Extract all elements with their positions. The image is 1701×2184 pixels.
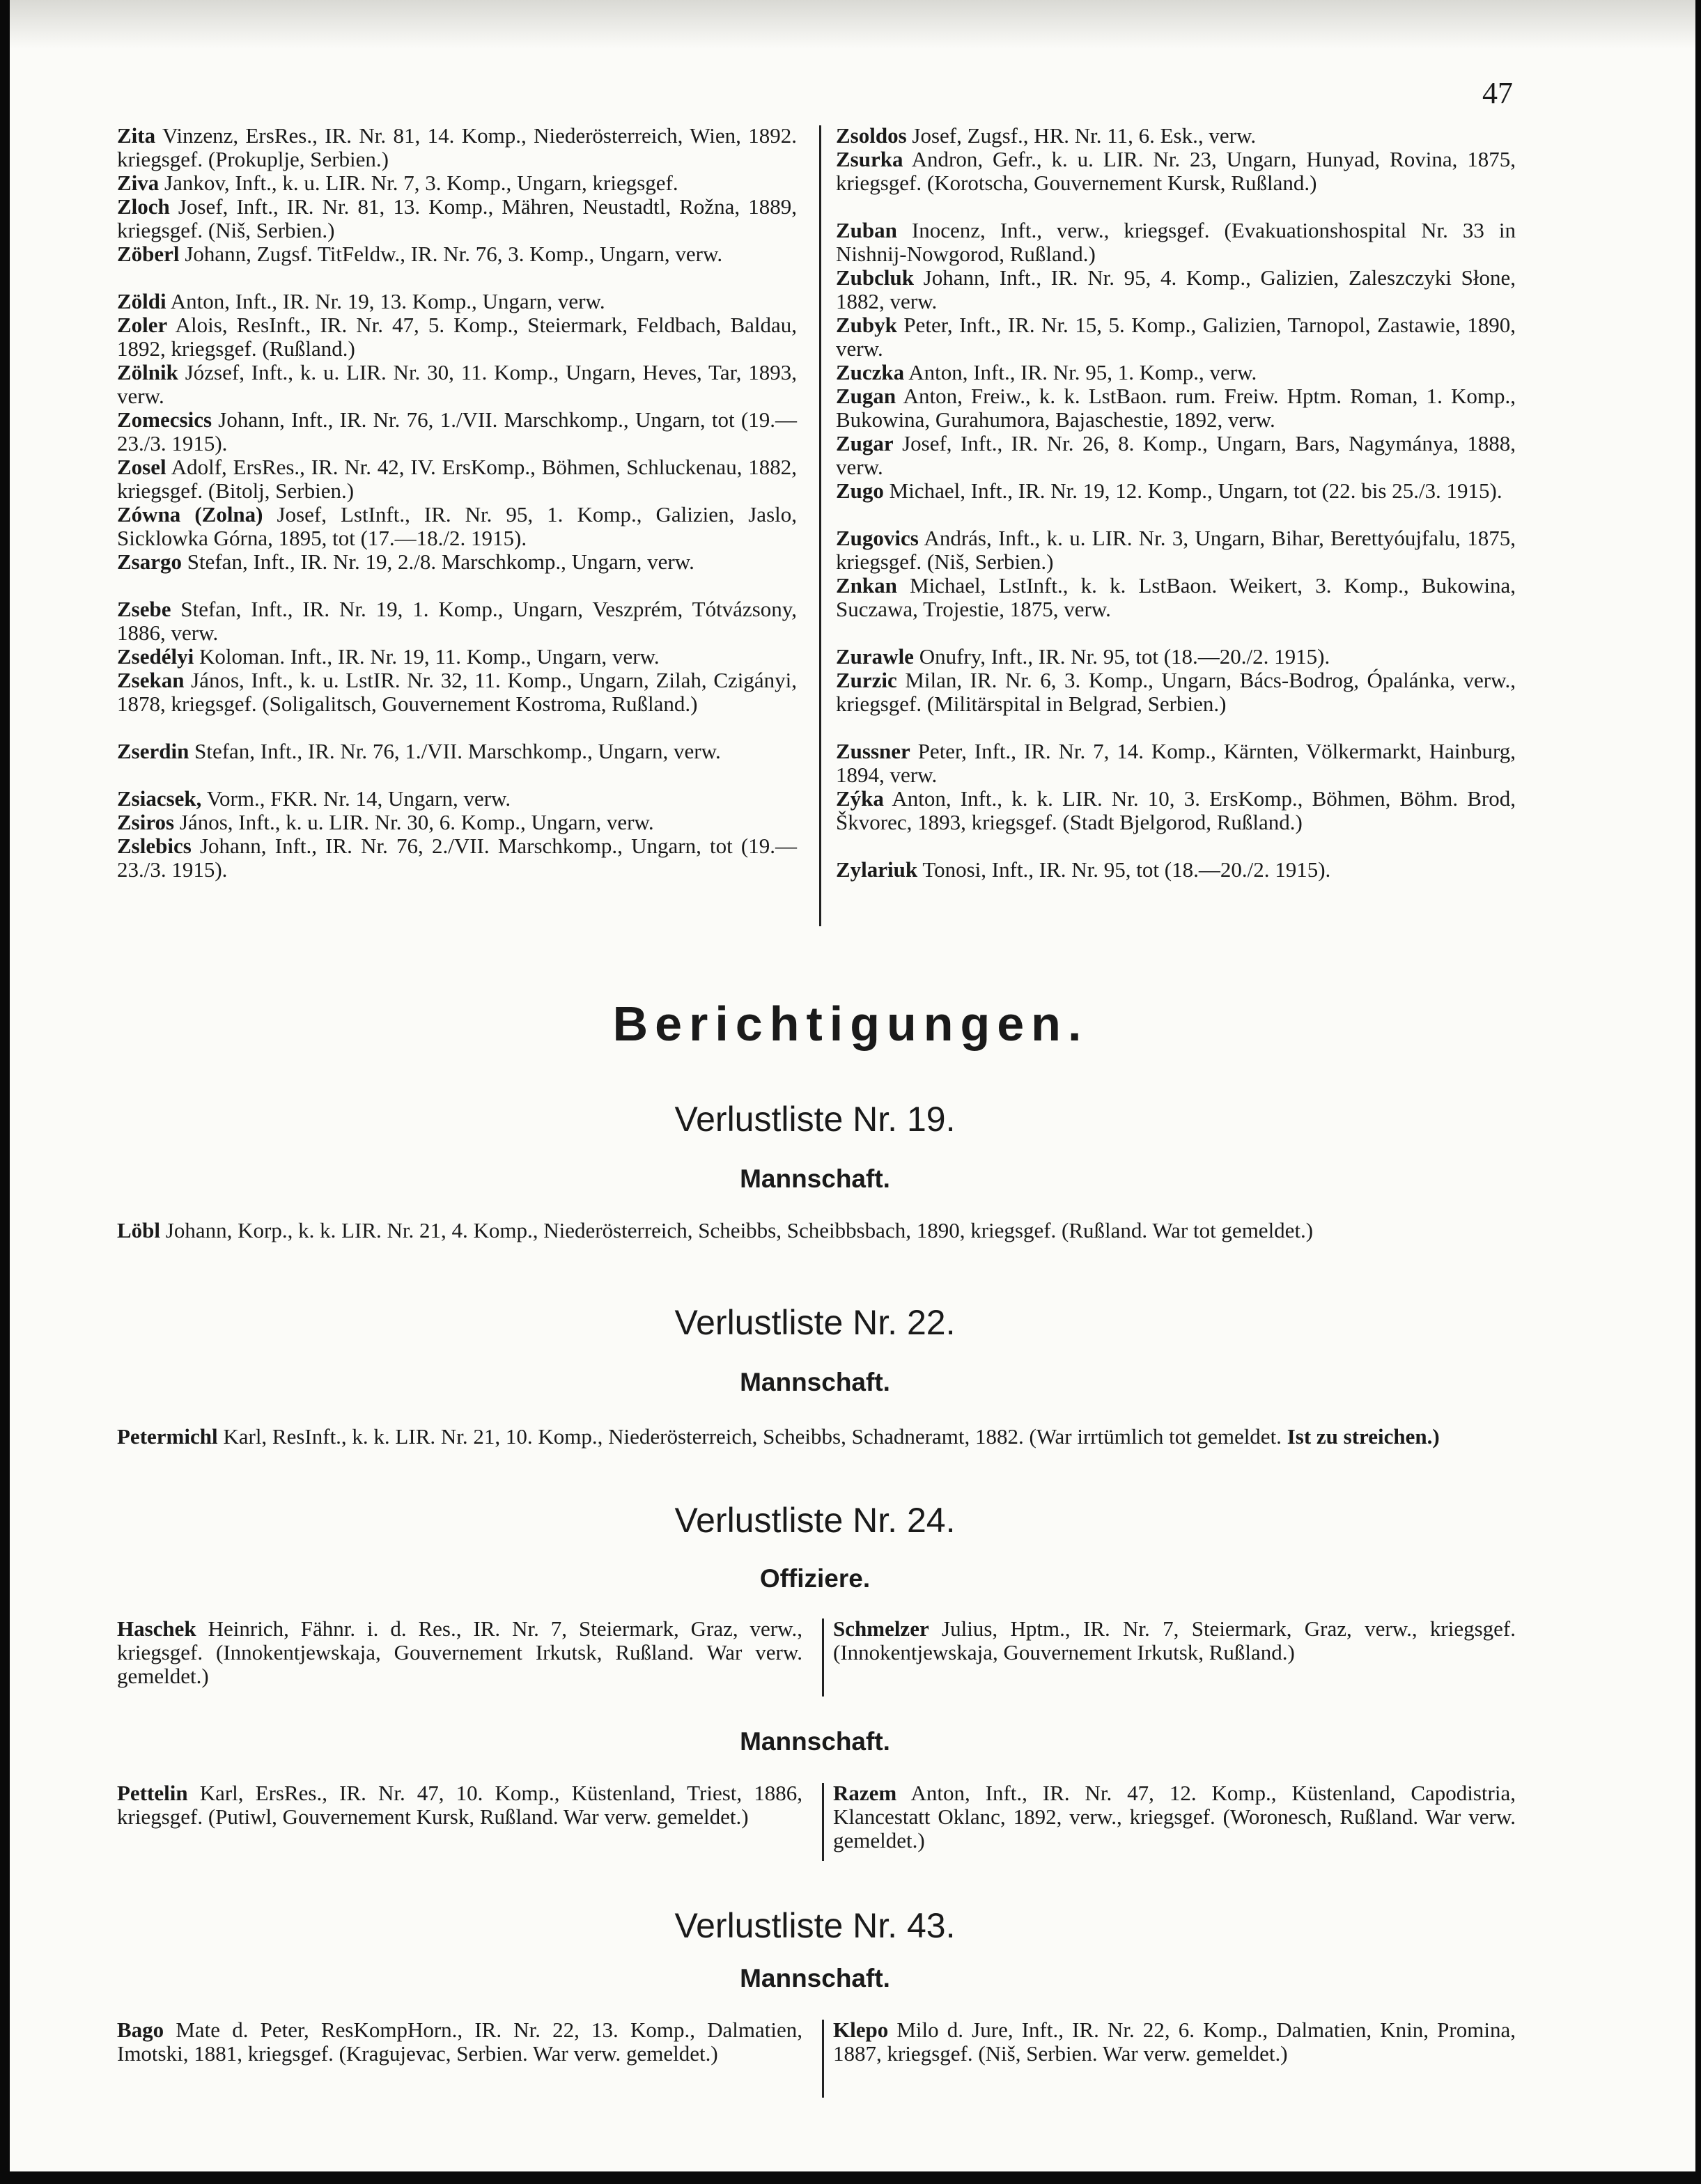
entry-name: Zserdin bbox=[117, 739, 189, 763]
scan-top-shading bbox=[0, 0, 1701, 49]
section-subtitle: Mannschaft. bbox=[740, 1727, 890, 1756]
list-item bbox=[836, 124, 1516, 148]
entry-text: Inocenz, Inft., verw., kriegsgef. (Evakuationshospital Nr. 33 in Nishnij-Nowgorod, Rußland.) bbox=[836, 218, 1516, 266]
entry-text: Milo d. Jure, Inft., IR. Nr. 22, 6. Komp., Dalmatien, Knin, Promina, 1887, kriegsgef. (Niš, Serbien. War verw. gemeldet.) bbox=[833, 2018, 1516, 2066]
entry-text: Michael, Inft., IR. Nr. 19, 12. Komp., Ungarn, tot (22. bis 25./3. 1915). bbox=[883, 478, 1502, 503]
entry-text: József, Inft., k. u. LIR. Nr. 30, 11. Komp., Ungarn, Heves, Tar, 1893, verw. bbox=[117, 360, 797, 408]
entry-text: Michael, LstInft., k. k. LstBaon. Weikert, 3. Komp., Bukowina, Suczawa, Trojestie, 1875, verw. bbox=[836, 573, 1516, 621]
entry-name: Zubyk bbox=[836, 313, 897, 337]
list-item bbox=[117, 669, 797, 716]
entry-text: Josef, Zugsf., HR. Nr. 11, 6. Esk., verw. bbox=[906, 123, 1257, 148]
list-item bbox=[833, 2018, 1516, 2066]
list-item bbox=[836, 787, 1516, 834]
entry-name: Znkan bbox=[836, 573, 897, 598]
list-item bbox=[117, 313, 797, 361]
list-item bbox=[836, 266, 1516, 313]
list-item bbox=[117, 787, 797, 811]
entry-text: Jankov, Inft., k. u. LIR. Nr. 7, 3. Komp., Ungarn, kriegsgef. bbox=[159, 171, 678, 195]
entry-name: Zsiros bbox=[117, 810, 175, 834]
entry-name: Schmelzer bbox=[833, 1616, 929, 1641]
entry-text: Julius, Hptm., IR. Nr. 7, Steiermark, Graz, verw., kriegsgef. (Innokentjewskaja, Gouvernement Irkutsk, Rußland.) bbox=[833, 1616, 1516, 1664]
entry-name: Zsiacsek, bbox=[117, 786, 202, 811]
entry-name: Zsargo bbox=[117, 549, 182, 574]
list-item bbox=[836, 361, 1516, 384]
entry-text: Mate d. Peter, ResKompHorn., IR. Nr. 22, 13. Komp., Dalmatien, Imotski, 1881, kriegsgef. (Kragujevac, Serbien. War verw. gemeldet.) bbox=[117, 2018, 802, 2066]
list-item bbox=[117, 503, 797, 550]
list-item bbox=[117, 1617, 802, 1688]
list-item bbox=[117, 598, 797, 645]
list-item bbox=[117, 834, 797, 882]
entry-name: Zylariuk bbox=[836, 857, 918, 882]
entry-name: Zówna (Zolna) bbox=[117, 502, 263, 526]
entry-name: Zurzic bbox=[836, 668, 897, 692]
entry-name: Petermichl bbox=[117, 1424, 218, 1449]
list-item bbox=[117, 171, 797, 195]
entry-text: Karl, ErsRes., IR. Nr. 47, 10. Komp., Küstenland, Triest, 1886, kriegsgef. (Putiwl, Gouvernement Kursk, Rußland. War verw. gemeldet.) bbox=[117, 1781, 802, 1829]
entry-name: Zubcluk bbox=[836, 265, 915, 290]
entry-text: Anton, Inft., k. k. LIR. Nr. 10, 3. ErsKomp., Böhmen, Böhm. Brod, Škvorec, 1893, kriegsgef. (Stadt Bjelgorod, Rußland.) bbox=[836, 786, 1516, 834]
list-item bbox=[836, 669, 1516, 716]
entry-text: Stefan, Inft., IR. Nr. 19, 1. Komp., Ungarn, Veszprém, Tótvázsony, 1886, verw. bbox=[117, 597, 797, 645]
list-item bbox=[836, 858, 1516, 882]
list-item bbox=[117, 361, 797, 408]
strike-note: Ist zu streichen.) bbox=[1287, 1424, 1440, 1449]
entry-name: Zugar bbox=[836, 431, 894, 455]
section-title-list-43: Verlustliste Nr. 43. bbox=[674, 1906, 956, 1945]
list-item bbox=[117, 290, 797, 313]
entry-name: Löbl bbox=[117, 1218, 161, 1242]
entry-text: Koloman. Inft., IR. Nr. 19, 11. Komp., Ungarn, verw. bbox=[194, 644, 660, 669]
entry-name: Ziva bbox=[117, 171, 160, 195]
entry-name: Zsebe bbox=[117, 597, 171, 621]
entry-name: Zloch bbox=[117, 194, 170, 219]
entry-text: Onufry, Inft., IR. Nr. 95, tot (18.—20./2. 1915). bbox=[913, 644, 1330, 669]
entry-name: Zosel bbox=[117, 455, 166, 479]
entry-name: Zita bbox=[117, 123, 156, 148]
entry-text: Peter, Inft., IR. Nr. 15, 5. Komp., Galizien, Tarnopol, Zastawie, 1890, verw. bbox=[836, 313, 1516, 361]
entry-name: Zussner bbox=[836, 739, 910, 763]
list-item bbox=[117, 811, 797, 834]
list-item bbox=[117, 740, 797, 763]
section-title-list-24: Verlustliste Nr. 24. bbox=[674, 1501, 956, 1540]
entry-text: Vorm., FKR. Nr. 14, Ungarn, verw. bbox=[201, 786, 511, 811]
list-item bbox=[836, 384, 1516, 432]
entry-text: Andron, Gefr., k. u. LIR. Nr. 23, Ungarn, Hunyad, Rovina, 1875, kriegsgef. (Korotscha, Gouvernement Kursk, Rußland.) bbox=[836, 147, 1516, 195]
corrections-heading: Berichtigungen. bbox=[612, 997, 1089, 1051]
entry-text: Josef, LstInft., IR. Nr. 95, 1. Komp., Galizien, Jaslo, Sicklowka Górna, 1895, tot (17.—18./2. 1915). bbox=[117, 502, 797, 550]
list-item bbox=[836, 219, 1516, 266]
page-number: 47 bbox=[1482, 76, 1513, 110]
entry-text: Josef, Inft., IR. Nr. 81, 13. Komp., Mähren, Neustadtl, Rožna, 1889, kriegsgef. (Niš, Serbien.) bbox=[117, 194, 797, 242]
column-divider bbox=[822, 2020, 824, 2098]
entry-name: Zsedélyi bbox=[117, 644, 194, 669]
list-item bbox=[117, 1425, 1516, 1449]
list-item bbox=[117, 1781, 802, 1829]
entry-text: Adolf, ErsRes., IR. Nr. 42, IV. ErsKomp., Böhmen, Schluckenau, 1882, kriegsgef. (Bitolj, Serbien.) bbox=[117, 455, 797, 503]
entry-text: Johann, Inft., IR. Nr. 95, 4. Komp., Galizien, Zaleszczyki Słone, 1882, verw. bbox=[836, 265, 1516, 313]
list-item bbox=[117, 242, 797, 266]
entry-name: Zomecsics bbox=[117, 407, 212, 432]
entry-name: Zugo bbox=[836, 478, 884, 503]
list-item bbox=[836, 432, 1516, 479]
list-item bbox=[836, 526, 1516, 574]
entry-text: Johann, Korp., k. k. LIR. Nr. 21, 4. Komp., Niederösterreich, Scheibbs, Scheibbsbach, 1890, kriegsgef. (Rußland. War tot gemeldet.) bbox=[160, 1218, 1314, 1242]
column-divider bbox=[819, 125, 821, 926]
entry-text: Stefan, Inft., IR. Nr. 19, 2./8. Marschkomp., Ungarn, verw. bbox=[182, 549, 694, 574]
entry-text: Anton, Freiw., k. k. LstBaon. rum. Freiw. Hptm. Roman, 1. Komp., Bukowina, Gurahumora, Bajaschestie, 1892, verw. bbox=[836, 384, 1516, 432]
entry-text: Johann, Zugsf. TitFeldw., IR. Nr. 76, 3. Komp., Ungarn, verw. bbox=[179, 242, 723, 266]
entry-name: Zsekan bbox=[117, 668, 185, 692]
list-item bbox=[836, 645, 1516, 669]
list-item bbox=[117, 2018, 802, 2066]
entry-text: Johann, Inft., IR. Nr. 76, 1./VII. Marschkomp., Ungarn, tot (19.—23./3. 1915). bbox=[117, 407, 797, 455]
list-item bbox=[117, 1219, 1516, 1242]
list-item bbox=[117, 124, 797, 171]
list-item bbox=[836, 740, 1516, 787]
section-title-list-19: Verlustliste Nr. 19. bbox=[674, 1100, 956, 1139]
list-item bbox=[836, 574, 1516, 621]
section-subtitle: Mannschaft. bbox=[740, 1368, 890, 1396]
list-item bbox=[117, 645, 797, 669]
entry-name: Zugovics bbox=[836, 526, 919, 550]
entry-name: Zsoldos bbox=[836, 123, 907, 148]
entry-name: Pettelin bbox=[117, 1781, 188, 1805]
entry-text: Stefan, Inft., IR. Nr. 76, 1./VII. Marschkomp., Ungarn, verw. bbox=[189, 739, 721, 763]
entry-name: Zsurka bbox=[836, 147, 903, 171]
column-divider bbox=[822, 1618, 824, 1696]
entry-text: Alois, ResInft., IR. Nr. 47, 5. Komp., Steiermark, Feldbach, Baldau, 1892, kriegsgef. (Rußland.) bbox=[117, 313, 797, 361]
entry-name: Zöldi bbox=[117, 289, 166, 313]
list-item bbox=[833, 1617, 1516, 1664]
entry-name: Zöberl bbox=[117, 242, 180, 266]
list-item bbox=[836, 313, 1516, 361]
entry-name: Zuczka bbox=[836, 360, 905, 384]
entry-text: Heinrich, Fähnr. i. d. Res., IR. Nr. 7, Steiermark, Graz, verw., kriegsgef. (Innokentjewskaja, Gouvernement Irkutsk, Rußland. War verw. gemeldet.) bbox=[117, 1616, 802, 1688]
list-item bbox=[117, 195, 797, 242]
entry-name: Zýka bbox=[836, 786, 884, 811]
list-item bbox=[836, 148, 1516, 195]
entry-name: Klepo bbox=[833, 2018, 889, 2042]
section-subtitle-officers: Offiziere. bbox=[759, 1564, 871, 1593]
list-item bbox=[836, 479, 1516, 503]
section-title-list-22: Verlustliste Nr. 22. bbox=[674, 1303, 956, 1342]
entry-text: András, Inft., k. u. LIR. Nr. 3, Ungarn, Bihar, Berettyóujfalu, 1875, kriegsgef. (Niš, Serbien.) bbox=[836, 526, 1516, 574]
entry-name: Razem bbox=[833, 1781, 897, 1805]
entry-name: Zugan bbox=[836, 384, 896, 408]
section-subtitle: Mannschaft. bbox=[740, 1964, 890, 1992]
entry-text: János, Inft., k. u. LstIR. Nr. 32, 11. Komp., Ungarn, Zilah, Czigányi, 1878, kriegsgef. (Soligalitsch, Gouvernement Kostroma, Rußland.) bbox=[117, 668, 797, 716]
entry-text: Anton, Inft., IR. Nr. 47, 12. Komp., Küstenland, Capodistria, Klancestatt Oklanc, 1892, verw., kriegsgef. (Woronesch, Rußland. War verw. gemeldet.) bbox=[833, 1781, 1516, 1852]
entry-text: János, Inft., k. u. LIR. Nr. 30, 6. Komp., Ungarn, verw. bbox=[174, 810, 654, 834]
entry-name: Zoler bbox=[117, 313, 168, 337]
entry-name: Bago bbox=[117, 2018, 164, 2042]
entry-name: Zuban bbox=[836, 218, 897, 242]
entry-name: Zölnik bbox=[117, 360, 178, 384]
column-divider bbox=[822, 1783, 824, 1861]
list-item bbox=[117, 408, 797, 455]
entry-name: Haschek bbox=[117, 1616, 196, 1641]
entry-name: Zurawle bbox=[836, 644, 914, 669]
entry-text: Anton, Inft., IR. Nr. 95, 1. Komp., verw. bbox=[904, 360, 1257, 384]
entry-text: Josef, Inft., IR. Nr. 26, 8. Komp., Ungarn, Bars, Nagymánya, 1888, verw. bbox=[836, 431, 1516, 479]
entry-text: Karl, ResInft., k. k. LIR. Nr. 21, 10. Komp., Niederösterreich, Scheibbs, Schadneramt, 1882. (War irrtümlich tot gemeldet. bbox=[217, 1424, 1287, 1449]
entry-text: Peter, Inft., IR. Nr. 7, 14. Komp., Kärnten, Völkermarkt, Hainburg, 1894, verw. bbox=[836, 739, 1516, 787]
entry-text: Anton, Inft., IR. Nr. 19, 13. Komp., Ungarn, verw. bbox=[166, 289, 605, 313]
entry-text: Johann, Inft., IR. Nr. 76, 2./VII. Marschkomp., Ungarn, tot (19.—23./3. 1915). bbox=[117, 834, 797, 882]
list-item bbox=[117, 550, 797, 574]
entry-text: Milan, IR. Nr. 6, 3. Komp., Ungarn, Bács-Bodrog, Ópalánka, verw., kriegsgef. (Militärspital in Belgrad, Serbien.) bbox=[836, 668, 1516, 716]
entry-text: Tonosi, Inft., IR. Nr. 95, tot (18.—20./2. 1915). bbox=[917, 857, 1331, 882]
entry-name: Zslebics bbox=[117, 834, 192, 858]
entry-text: Vinzenz, ErsRes., IR. Nr. 81, 14. Komp., Niederösterreich, Wien, 1892. kriegsgef. (Prokuplje, Serbien.) bbox=[117, 123, 797, 171]
list-item bbox=[833, 1781, 1516, 1852]
section-subtitle: Mannschaft. bbox=[740, 1164, 890, 1193]
list-item bbox=[117, 455, 797, 503]
